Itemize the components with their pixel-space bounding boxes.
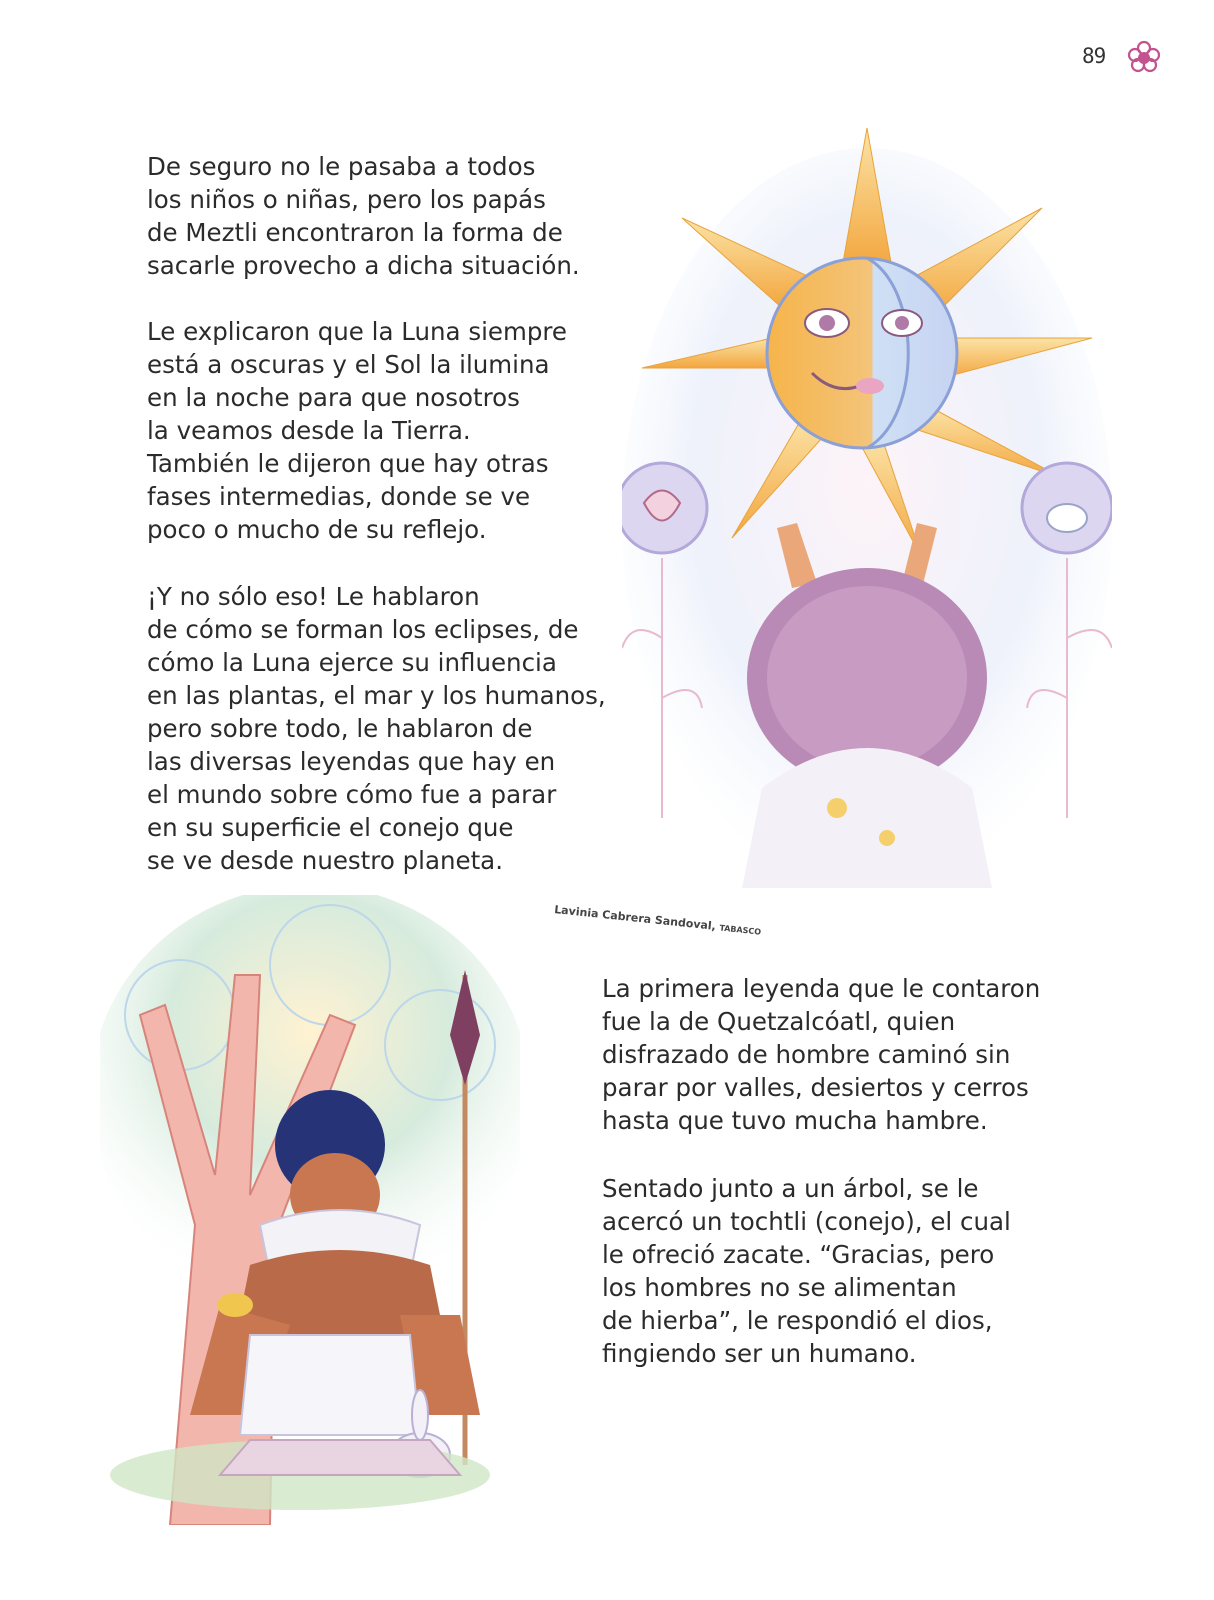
paragraph-intro: De seguro no le pasaba a todos los niños o niñas, pero los papás de Meztli encontraron la forma de sacarle provecho a dicha situación. [147,152,580,280]
flower-icon [1124,38,1164,78]
credit-name: Lavinia Cabrera Sandoval, [553,903,717,933]
paragraph-quetzalcoatl: La primera leyenda que le contaron fue la de Quetzalcóatl, quien disfrazado de hombre caminó sin parar por valles, desiertos y cerros hasta que tuvo mucha hambre. [602,974,1041,1135]
sun-moon-illustration [622,118,1112,888]
paragraph-rabbit: Sentado junto a un árbol, se le acercó un tochtli (conejo), el cual le ofreció zacate. “Gracias, pero los hombres no se alimentan de hierba”, le respondió el dios, fingiendo ser un humano. [602,1174,1011,1368]
credit-state: TABASCO [718,923,762,937]
paragraph-legends: ¡Y no sólo eso! Le hablaron de cómo se forman los eclipses, de cómo la Luna ejerce su influencia en las plantas, el mar y los humanos, pero sobre todo, le hablaron de las diversas leyendas que hay en el mundo sobre cómo fue a parar en su superficie el conejo que se ve desde nuestro planeta. [147,582,606,875]
paragraph-moon-phases: Le explicaron que la Luna siempre está a oscuras y el Sol la ilumina en la noche para que nosotros la veamos desde la Tierra. También le dijeron que hay otras fases intermedias, donde se ve poco o mucho de su reflejo. [147,317,568,544]
page-number: 89 [1082,44,1106,68]
quetzalcoatl-illustration [100,895,520,1525]
illustration-credit [554,903,762,938]
